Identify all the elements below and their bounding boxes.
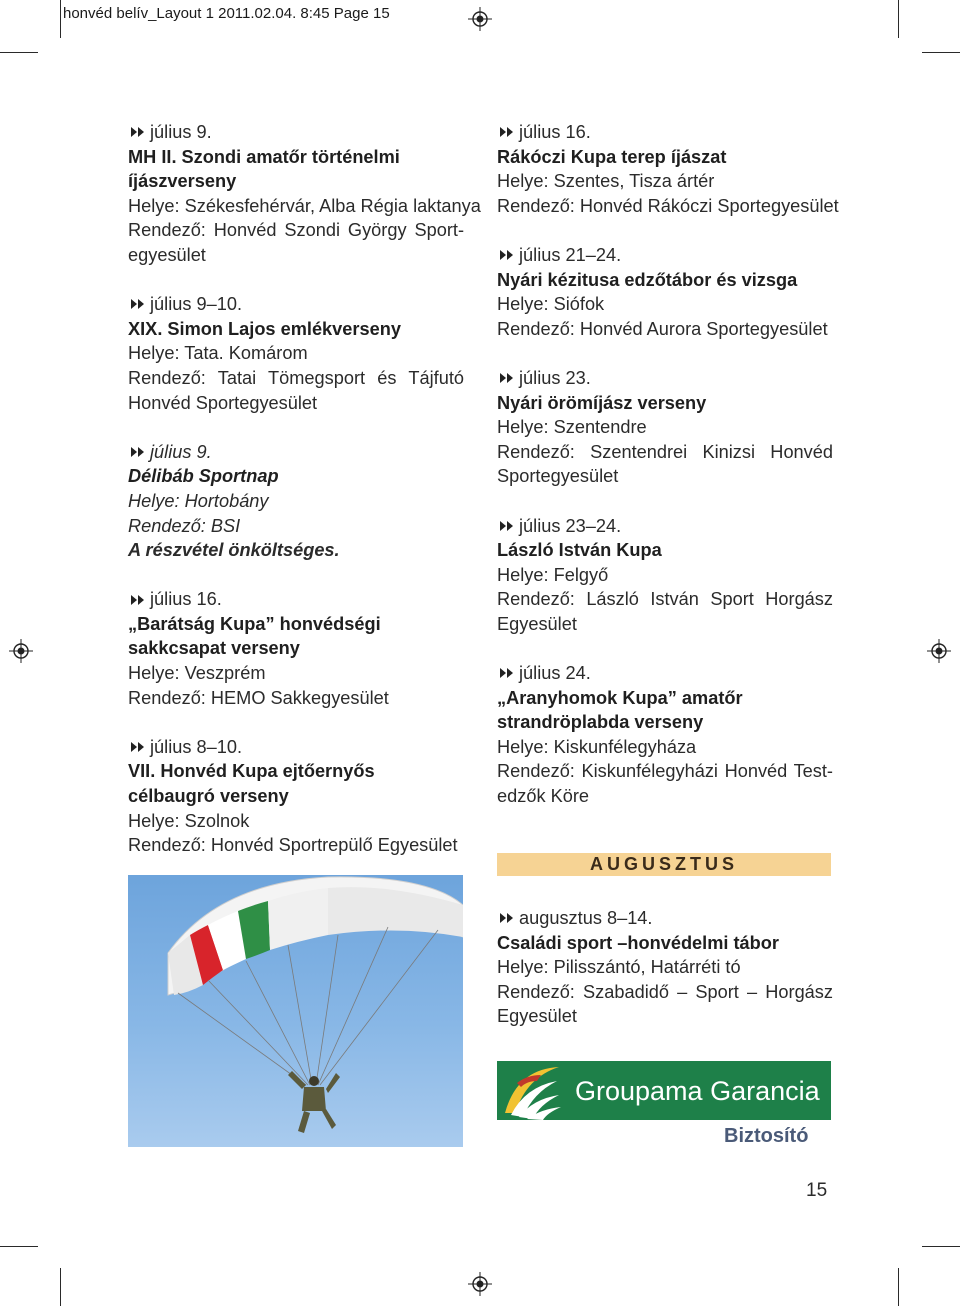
event-item <box>497 366 833 489</box>
event-title: Nyári kézitusa edzőtábor és vizsga <box>497 269 798 290</box>
page-number: 15 <box>806 1180 828 1201</box>
event-organizer: Rendező: Honvéd Sportrepülő Egyesület <box>128 835 458 856</box>
double-arrow-icon <box>128 445 148 459</box>
event-date: július 8–10. <box>128 735 464 760</box>
double-arrow-icon <box>497 911 517 925</box>
crop-mark <box>0 1246 38 1247</box>
event-title: VII. Honvéd Kupa ejtőernyős célbaugró verseny <box>128 761 375 807</box>
event-item <box>497 661 833 809</box>
groupama-emblem-icon <box>497 1061 567 1120</box>
event-venue: Helye: Veszprém <box>128 663 266 684</box>
event-venue: Helye: Pilisszántó, Határréti tó <box>497 957 741 978</box>
event-organizer: Rendező: Szentendrei Kinizsi Honvéd Sportegyesület <box>497 441 833 487</box>
event-date: július 23. <box>497 366 833 391</box>
event-title: Családi sport –honvédelmi tábor <box>497 932 779 953</box>
crop-mark <box>0 52 38 53</box>
event-date: július 16. <box>128 587 464 612</box>
event-title: XIX. Simon Lajos emlékverseny <box>128 318 401 339</box>
double-arrow-icon <box>497 519 517 533</box>
event-date: július 24. <box>497 661 833 686</box>
crop-mark <box>60 1268 61 1306</box>
sponsor-name: Groupama Garancia <box>575 1076 820 1106</box>
event-date: július 9. <box>128 120 464 145</box>
event-organizer: Rendező: Honvéd Rákóczi Sportegyesület <box>497 195 839 216</box>
event-note: A részvétel önköltséges. <box>128 540 340 561</box>
parachutist-illustration <box>128 875 463 1147</box>
event-date: július 23–24. <box>497 514 833 539</box>
parachute-photo <box>128 875 463 1147</box>
event-item <box>128 440 464 563</box>
event-organizer: Rendező: Honvéd Szondi György Sport-egyesület <box>128 220 464 265</box>
event-venue: Helye: Szentendre <box>497 417 647 438</box>
event-organizer: Rendező: Szabadidő – Sport – Horgász Egyesület <box>497 981 833 1027</box>
event-item <box>497 120 839 218</box>
crop-mark <box>922 1246 960 1247</box>
event-organizer: Rendező: Kiskunfélegyházi Honvéd Test-edzők Köre <box>497 761 833 807</box>
event-title: László István Kupa <box>497 540 662 561</box>
print-slug: honvéd belív_Layout 1 2011.02.04. 8:45 Page 15 <box>63 5 390 22</box>
crop-mark <box>60 0 61 38</box>
event-title: „Aranyhomok Kupa” amatőr strandröplabda verseny <box>497 687 743 733</box>
event-item <box>128 120 481 268</box>
double-arrow-icon <box>128 740 148 754</box>
event-organizer: Rendező: Honvéd Aurora Sportegyesület <box>497 318 828 339</box>
event-venue: Helye: Hortobány <box>128 490 269 511</box>
registration-mark-icon <box>468 1272 492 1296</box>
event-date: július 9. <box>128 440 464 465</box>
logo-banner <box>497 1061 831 1120</box>
event-venue: Helye: Szentes, Tisza ártér <box>497 171 715 192</box>
double-arrow-icon <box>128 593 148 607</box>
crop-mark <box>898 1268 899 1306</box>
month-heading: AUGUSZTUS <box>497 853 831 876</box>
double-arrow-icon <box>497 248 517 262</box>
right-column <box>497 120 839 833</box>
event-item <box>128 292 464 415</box>
event-title: Délibáb Sportnap <box>128 466 279 487</box>
event-item <box>128 587 464 710</box>
event-venue: Helye: Siófok <box>497 294 605 315</box>
event-title: Rákóczi Kupa terep íjászat <box>497 146 727 167</box>
event-venue: Helye: Tata. Komárom <box>128 343 308 364</box>
event-venue: Helye: Szolnok <box>128 810 250 831</box>
double-arrow-icon <box>497 371 517 385</box>
event-item <box>497 514 833 637</box>
event-organizer: Rendező: László István Sport Horgász Egyesület <box>497 589 833 634</box>
event-item <box>128 735 464 858</box>
event-organizer: Rendező: Tatai Tömegsport és Tájfutó Honvéd Sportegyesület <box>128 367 464 413</box>
crop-mark <box>898 0 899 38</box>
double-arrow-icon <box>497 125 517 139</box>
august-column <box>497 906 833 1054</box>
registration-mark-icon <box>9 639 33 663</box>
event-date: július 21–24. <box>497 243 833 268</box>
registration-mark-icon <box>468 7 492 31</box>
event-date: július 9–10. <box>128 292 464 317</box>
double-arrow-icon <box>128 297 148 311</box>
event-title: MH II. Szondi amatőr történelmi íjászverseny <box>128 146 400 192</box>
event-venue: Helye: Kiskunfélegyháza <box>497 736 697 757</box>
event-venue: Helye: Székesfehérvár, Alba Régia laktanya <box>128 195 481 216</box>
registration-mark-icon <box>927 639 951 663</box>
event-organizer: Rendező: HEMO Sakkegyesület <box>128 687 389 708</box>
event-organizer: Rendező: BSI <box>128 515 241 536</box>
sponsor-logo <box>497 1061 831 1151</box>
double-arrow-icon <box>497 666 517 680</box>
double-arrow-icon <box>128 125 148 139</box>
event-item <box>497 906 833 1029</box>
event-item <box>497 243 833 341</box>
event-title: Nyári örömíjász verseny <box>497 392 707 413</box>
event-title: „Barátság Kupa” honvédségi sakkcsapat verseny <box>128 613 381 659</box>
event-venue: Helye: Felgyő <box>497 564 609 585</box>
sponsor-subtitle: Biztosító <box>724 1125 809 1147</box>
crop-mark <box>922 52 960 53</box>
event-date: július 16. <box>497 120 833 145</box>
left-column <box>128 120 481 882</box>
event-date: augusztus 8–14. <box>497 906 833 931</box>
